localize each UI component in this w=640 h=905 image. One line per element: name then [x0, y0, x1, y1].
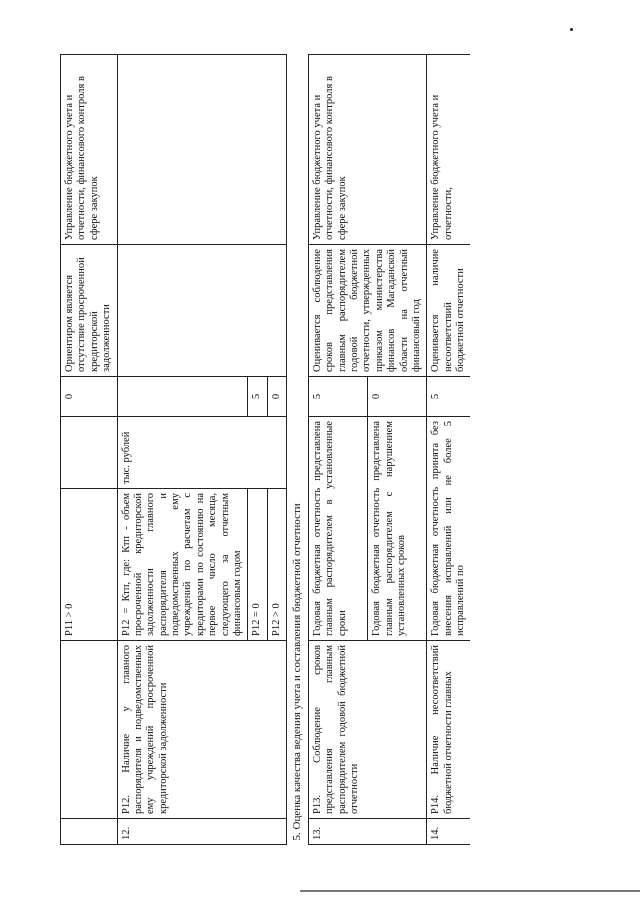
cell-unit: тыс. рублей: [117, 417, 287, 489]
cell-department: Управление бюджетного учета и отчетности, финансового контроля в сфере закупок: [308, 55, 426, 245]
cell-condition: P12 > 0: [267, 489, 286, 641]
table-row-p12: [117, 55, 248, 845]
cell-guideline: Ориентиром является отсутствие просроченной кредиторской задолженности: [61, 245, 118, 377]
cell-score: [117, 377, 248, 417]
cell-indicator: P14. Наличие несоответствий бюджетной отчетности главных: [427, 641, 471, 819]
table-row-p14: [427, 55, 471, 845]
cell-score: 0: [368, 377, 427, 417]
cell-condition: Годовая бюджетная отчетность представлена главным распорядителем в установленные сроки: [308, 417, 367, 641]
table-row-p11-tail: [61, 55, 118, 845]
cell-score: 0: [61, 377, 118, 417]
cell-num: 13.: [308, 819, 426, 845]
evaluation-table: [60, 54, 470, 845]
cell-department: Управление бюджетного учета и отчетности, финансового контроля в сфере закупок: [61, 55, 118, 245]
cell-num: 12.: [117, 819, 287, 845]
cell-guideline: Оценивается наличие несоответствий бюджетной отчетности: [427, 245, 471, 377]
cell-score: 5: [308, 377, 367, 417]
cell-department: Управление бюджетного учета и отчетности,: [427, 55, 471, 245]
cell-unit: [61, 417, 118, 489]
rotated-table-area: [60, 55, 580, 845]
cell-score: 5: [427, 377, 471, 417]
cell-condition: Годовая бюджетная отчетность принята без внесения исправлений или не более 5 исправлений по: [427, 417, 471, 641]
section-header-row: [287, 55, 309, 845]
cell-indicator: [61, 641, 118, 819]
cell-guideline: Оценивается соблюдение сроков представления главным распорядителем годовой бюджетной отчетности, утвержденных приказом министерства финансов Магаданской области на отчетный финансовый год: [308, 245, 426, 377]
cell-condition: P12 = 0: [248, 489, 267, 641]
scan-speck: [570, 28, 573, 31]
table-row-p13: [308, 55, 367, 845]
cell-condition: P11 > 0: [61, 489, 118, 641]
cell-num: [61, 819, 118, 845]
cell-department: [117, 55, 287, 245]
cell-condition: Годовая бюджетная отчетность представлена главным распорядителем с нарушением установленных сроков: [368, 417, 427, 641]
cell-formula: P12 = Ктп, где: Ктп - объем просроченной кредиторской задолженности главного распорядителя и подведомственных ему учреждений по расчетам с кредиторами по состоянию на первое число месяца, следующего за отчетным финансовым годом: [117, 489, 248, 641]
cell-num: 14.: [427, 819, 471, 845]
cell-guideline: [117, 245, 287, 377]
cell-score: 0: [267, 377, 286, 417]
scan-edge-line: [300, 890, 640, 892]
cell-indicator: P13. Соблюдение сроков представления главным распорядителем годовой бюджетной отчетности: [308, 641, 426, 819]
cell-score: 5: [248, 377, 267, 417]
cell-indicator: P12. Наличие у главного распорядителя и подведомственных ему учреждений просроченной кредиторской задолженности: [117, 641, 287, 819]
section-title: 5. Оценка качества ведения учета и составления бюджетной отчетности: [287, 55, 309, 845]
